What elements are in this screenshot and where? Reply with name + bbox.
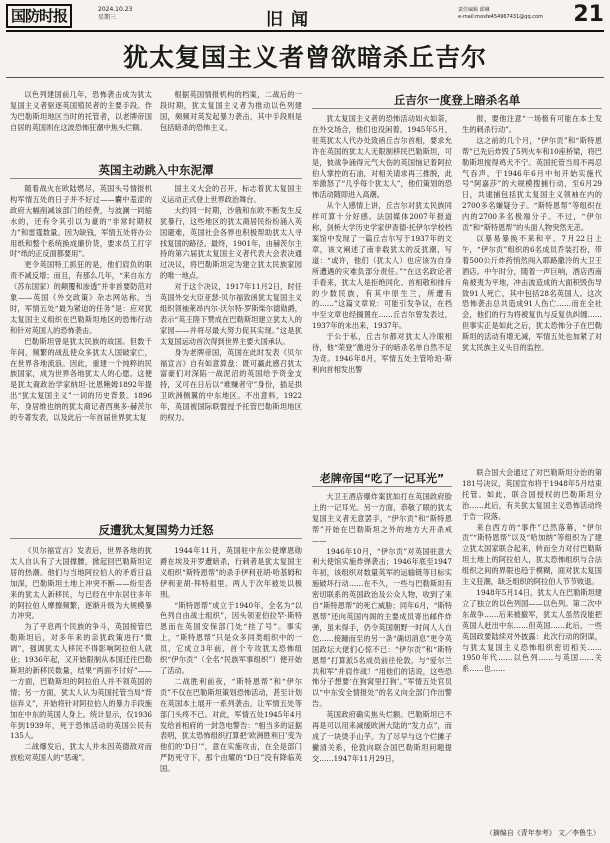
editor-name: 责任编辑 邱琳 xyxy=(458,7,490,13)
intro-paragraph xyxy=(10,90,152,134)
paragraph: 来自西方的“事件”已然落幕，“伊尔贡”“斯特恩帮”以及“哈加纳”等组织为了建立犹太国家联合起来，转而全力对付巴勒斯坦土地上的阿拉伯人，犹太恐怖组织与合法组织之间的界限也趋于模糊，面对犹太复国主义狂潮，缺乏组织的阿拉伯人节节败退。 xyxy=(462,522,602,587)
date-text: 2024.10.23 xyxy=(98,6,133,13)
paragraph: 更令英国特工抓狂的是，他们肩负的职责不减反增；而且，有那么几年，“来自东方（苏东国家）的颠覆和渗透”并非首要防范对象——英国《外交政策》杂志网站称，当时，军情五处“最为紧迫的任务”是：应对犹太复国主义组织在巴勒斯坦地区的恐怖行动和针对英国人的恐怖袭击。 xyxy=(10,260,152,335)
intro-text: 以色列建国前几年，恐怖袭击成为犹太复国主义者驱逐英国殖民者的主要手段。作为巴勒斯坦地区当时的托管者，以老牌帝国自居的英国则在这波恐怖狂潮中焦头烂额。 xyxy=(10,90,152,132)
sec2-col1 xyxy=(10,546,152,836)
paragraph: 大约同一时期，沙俄和东欧不断发生反犹暴行，这些地区的犹太裔居民纷纷涌入英国避难，英国社会各界也积极帮助犹太人寻找复国的路径。最终，1901年，由赫茨尔主持的第六届犹太复国主义者代表大会表决通过决议，将巴勒斯坦定为建立犹太民族家园的唯一地点。 xyxy=(160,205,302,281)
paragraph: 以暴易暴换不来和平。7月22日上午，“伊尔贡”组织的6名成员乔装打扮，带着500公斤炸药悄然闯入耶路撒冷的大卫王酒店。中午时分，随着一声巨响，酒店西南角被夷为平地，冲击波造成的大面积毁伤导致91人死亡，其中包括28名英国人。这次恐怖袭击总共造成91人伤亡……而在全社会，他们的行为将被复仇与反复仇纠缠……但事实正是如此之后，犹太恐怖分子在巴勒斯坦的活动有增无减，军情五处也加紧了对犹太民族主义头目的监控。 xyxy=(462,233,602,353)
sec4-col3 xyxy=(312,492,452,836)
sec1-col1 xyxy=(10,184,152,514)
paragraph: 英国政府确实焦头烂额。巴勒斯坦已不再是可以用来减缓欧洲大陆的“发力点”，而成了一块烫手山芋。为了尽早与这个烂摊子撇清关系，伦敦向联合国巴勒斯坦问题提交……1947年11月29日， xyxy=(312,710,452,763)
section-title-2: 反遭犹太复国势力迁怒 xyxy=(98,523,214,537)
paragraph: 巴勒斯坦曾是犹太民族的故国。但数千年间，频繁的战乱使众多犹太人国破家亡，在世界各地流浪。因此，重建一个纯粹的民族国家，成为世界各地犹太人的心愿。这便是犹太裔政治学家纳坦·比恩鲍姆1892年提出“犹太复国主义”一词的历史背景。1896年，身居维也纳的犹太裔记者西奥多·赫茨尔的专著发表，以及此后一年首届世界犹太复 xyxy=(10,336,152,423)
section-title-1: 英国主动跳入中东泥潭 xyxy=(98,163,214,177)
page-number: 21 xyxy=(573,2,604,27)
paragraph: 犹太复国主义者的恐怖活动如火如荼，在外交场合，他们也没闲着。1945年5月，驻英犹太人代办处致函丘吉尔首相，要求允许在英国的犹太人无限制移民巴勒斯坦，可是，彼战争涌得元气大伤的英国恼记着阿拉伯人掌控的石油，对相关请求再三推脱，此举激怒了“几乎每个犹太人”，他们策划的恐怖活动随即进入高潮。 xyxy=(312,114,452,200)
page-headline: 犹太复国主义者曾欲暗杀丘吉尔 xyxy=(122,43,487,72)
paragraph: 身为老牌帝国，英国在此时发表《贝尔福宣言》自有如意算盘：既可赢此感召犹太富豪们对深陷一战泥沼的英国给予资金支持，又可在日后以“难赚者守”身份，插足拱卫欧洲侧翼的中东地区。不出意料，1922年，英国被国际联盟授予托管巴勒斯坦地区的权力。 xyxy=(160,347,302,423)
paragraph: 1948年5月14日，犹太人在巴勒斯坦建立了独立的以色列国——以色列。第二次中东战争……后来被撤军，犹太人虽然没能把英国人赶出中东……但英国……此后，一些英国政要陆续对外披露：此次行动的阴谋，与犹太复国主义恐怖组织密切相关……1950年代……以色列……与英国……关系……也…… xyxy=(462,587,602,674)
sec3-col3 xyxy=(312,114,452,460)
paragraph: 大卫王酒店爆炸案犹如打在英国政府脸上的一记耳光。另一方面，恭敬了眼的犹太复国主义者无意罢手，“伊尔贡”和“斯特恩帮”开始在巴勒斯坦之外的地方大开杀戒—— xyxy=(312,492,452,545)
paragraph: 报，要他注意“一场极有可能在本土发生的刺杀行动”。 xyxy=(462,114,602,134)
sec1-col2 xyxy=(160,184,302,514)
paragraph: 从个人感情上讲，丘吉尔对犹太民族同样可算十分好感。法国媒体2007年报道称，剑桥大学历史学家伊查德·托伊尔学校档案馆中发现了一篇丘吉尔写于1937年的文章，该文阐述了南非载犹太的反犹潮，写道：“或许，他们（犹太人）也应该为自身所遭遇的灾难负部分责任。”“在这名政论者手看来，犹太人是拒绝同化、首相敬和排斥的少数民族，有其中原生兰，所遭有的……”这篇文章说：可能引发争议，在档中至文章也经搁置在……丘吉尔曾发表过，1937年的未出来，1937年。 xyxy=(312,201,452,331)
paragraph: 对于这个决议，1917年11月2日，时任英国外交大臣亚瑟·贝尔福致函犹太复国主义组织领袖莱昂内尔·沃尔特·罗斯柴尔德勋爵，表示“英王陛下赞成在巴勒斯坦建立犹太人的家园——并将尽最大努力促其实现。”这是犹太复国运动首次得到世界主要大国承认。 xyxy=(160,282,302,346)
sec3-col4 xyxy=(462,114,602,460)
col2-intro xyxy=(160,90,302,134)
paragraph: 这之前的几个月，“伊尔贡”和“斯特恩帮”已先后炸毁了5列火车和10座桥梁，将巴勒斯坦搅得鸡犬不宁。英国托管当局不再忍气吞声，于1946年6月中旬开始实施代号“阿嘉莎”的大规模搜捕行动，至6月29日，共逮捕包括犹太复国主义领袖在内的2700多名嫌疑分子。“斯特恩帮”等组织在内的2700多名极端分子。不过，“伊尔贡”和“斯特恩帮”的头面人物突然无恙。 xyxy=(462,135,602,233)
weekday-text: 星期三 xyxy=(98,14,117,21)
section-rule-4 xyxy=(312,486,452,487)
editor-info xyxy=(458,7,543,21)
section-title-4: 老牌帝国“吃了一记耳光” xyxy=(319,472,445,485)
paragraph: 1946年10月，“伊尔贡”对英国驻意大利大使馆实施炸弹袭击；1946年底至1947年初，该组织对数量英军的运输链等目标实施破坏行动……在不久，一些与巴勒斯坦有密切联系的英国政治及公众人物，收到了来自“斯特恩帮”的死亡威胁；同年6月，“斯特恩帮”还向英国内阁的主要成员寄出邮件炸弹，虽未得手，仍令英国朝野一时间人人自危……接踵而至的另一条“确切消息”更令英国政坛大佬们心惊不已：“伊尔贡”和“斯特恩帮”打算派5名成员前往伦敦，与“爱尔兰共和军”并肩作战！“用他们的话说，这些恐怖分子想要‘在狗窝里打狗’。”军情五处官员以“中东安全情报处”的名义向全部门作出警告。 xyxy=(312,546,452,709)
article-byline: （摘编自《青年参考》 文／李鲁生） xyxy=(485,829,600,837)
paragraph: 二战爆发后，犹太人并未因英德敌对而放松对英国人的“恶魂”。 xyxy=(10,742,152,763)
masthead-rule xyxy=(6,30,604,32)
paragraph: 联合国大会通过了对巴勒斯坦分治的第181号决议，英国宣布将于1948年5月结束托管。如此，联合国授权的巴勒斯坦分治……此后，有关犹太复国主义恐怖活动终于告一段落。 xyxy=(462,468,602,521)
newspaper-logo: 国防时报 xyxy=(6,4,72,28)
issue-date xyxy=(98,6,132,22)
sec2-col2 xyxy=(160,546,302,836)
paragraph: 于公于私，丘吉尔都对犹太人冷眼相待，他“荣登”激进分子的暗杀名单自然不足为奇。1946年8月，军情五处主管哈珀·斯利向首相发出警 xyxy=(312,332,452,374)
paragraph: 二战胜利前夜，“斯特恩帮”和“伊尔贡”不仅在巴勒斯坦策划恐怖活动，甚至计划在英国本土展开一系列袭击，让军情五处等部门头疼不已。对此，军情五处1945年4月发给首相府的一封急电警告：“相当多的证据表明，犹太恐怖组织打算把‘欧洲胜利日’变为他们的‘D日’”，意在实施攻击，在全是部门严防死守下，那个由耀的“D日”没有降临英国。 xyxy=(160,676,302,774)
section-rule-2 xyxy=(10,538,302,539)
col2-intro-text: 根据英国情报机构的档案，二战后的一段时期，犹太复国主义者为推动以色列建国，频频对英发起暴力袭击，其中手段则是包括暗杀的恐怖主义。 xyxy=(160,90,302,132)
paragraph: 1944年11月，英国驻中东公使摩恩勋爵在埃及开罗遭暗杀，行刺者是犹太复国主义组织“斯特恩帮”的杀手伊利亚胡·哈基姆和伊利亚胡·拜特祖里。两人于次年被处以极刑。 xyxy=(160,546,302,599)
headline-rule xyxy=(6,77,604,78)
editor-email: e-mail:mosfe454967431@qq.com xyxy=(458,14,543,20)
section-rule-1 xyxy=(10,178,302,179)
masthead xyxy=(6,4,604,30)
paragraph: 为了平息两个民族的争斗，英国接管巴勒斯坦后，对多年来的亲犹政策进行“微调”，强调犹太人移民不得影响阿拉伯人就业；1936年起，又开始限制从本国迁往巴勒斯坦的新移民数量，结果“两面不讨好”——一方面，巴勒斯坦的阿拉伯人并不领英国的情；另一方面，犹太人认为英国托管当局“背信弃义”，开始将针对阿拉伯人的暴力手段施加在中东的英国人身上。统计显示，仅1936年到1939年，死于恐怖活动的英国公民有135人。 xyxy=(10,622,152,741)
paragraph: 《贝尔福宣言》发表后，世界各地的犹太人自认有了大国撑腰，掀起回巴勒斯坦定居的热潮。他们与当地阿拉伯人的矛盾日益加深，巴勒斯坦土地上冲突不断——纷至沓来的犹太人新移民，与已经在中东居住多年的阿拉伯人摩擦频繁，逐渐升级为大规模暴力冲突。 xyxy=(10,546,152,621)
paragraph: 国主义大会的召开，标志着犹太复国主义运动正式登上世界政治舞台。 xyxy=(160,184,302,204)
sec4-col4 xyxy=(462,468,602,824)
section-title-3: 丘吉尔一度登上暗杀名单 xyxy=(393,93,521,107)
paragraph: 随着战火在欧陆燃尽，英国头号情报机构军情五处的日子并不好过——囊中羞涩的政府大幅削减该部门的经费，与波澜一同缩水的，还有令其引以为豪的“非常时期权力”和雷霆数量。因为缺钱，军情五处将办公用纸和整个系统换成廉价货，要求员工打字时“纸的正反面都要用”。 xyxy=(10,184,152,259)
paragraph: “斯特恩帮”成立于1940年，全名为“以色列自由战士组织”，因头领亚伯拉罕·斯特恩而在英国安保部门处“挂了号”。事实上，“斯特恩帮”只是众多同类组织中的一员，它成立3年前，首个专攻犹太恐怖组织“伊尔贡”（全名“民族军事组织”）便开始了活动。 xyxy=(160,600,302,675)
section-rule-3 xyxy=(312,108,602,109)
section-name: 旧闻 xyxy=(266,10,316,30)
